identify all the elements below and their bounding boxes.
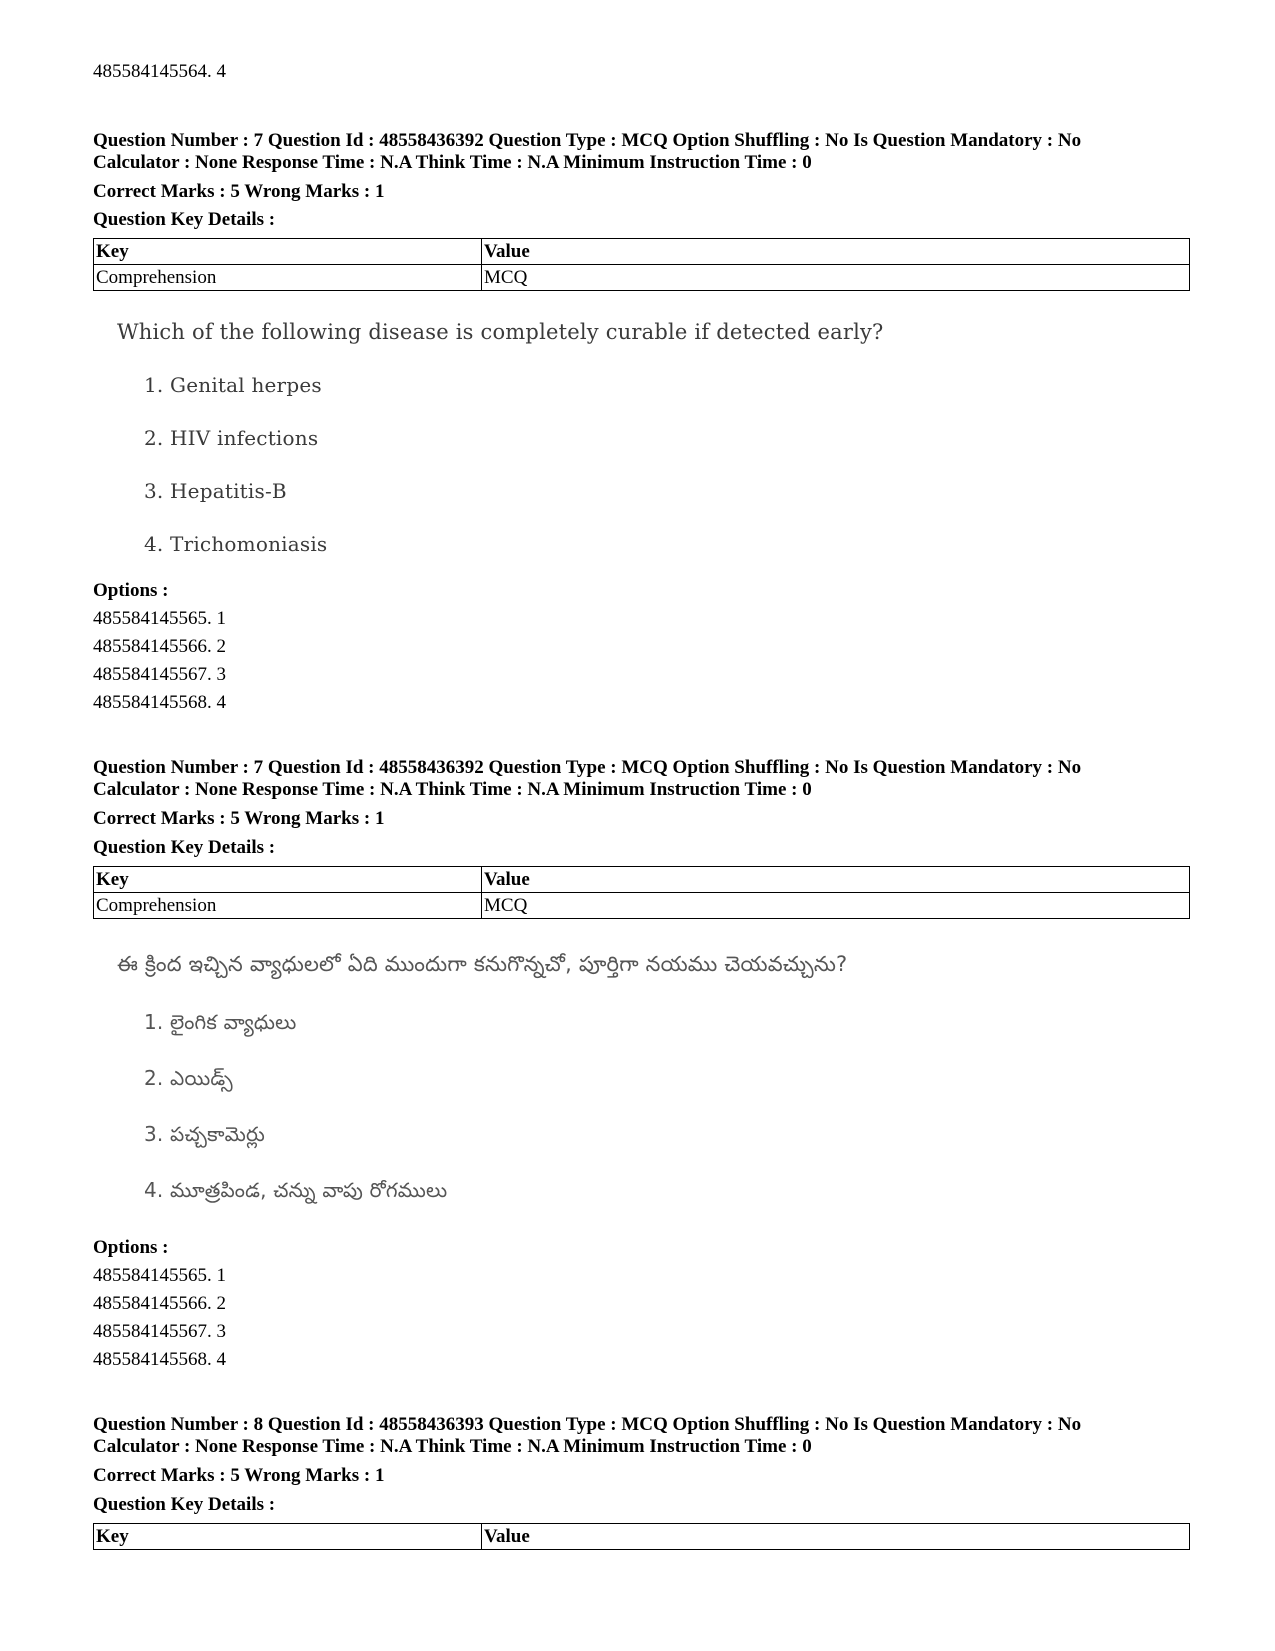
choice-item: 2. ఎయిడ్స్	[144, 1066, 233, 1090]
key-details-table	[93, 866, 1190, 919]
options-label: Options :	[93, 1237, 169, 1258]
options-label: Options :	[93, 580, 169, 601]
key-details-label: Question Key Details :	[93, 837, 276, 858]
option-line: 485584145566. 2	[93, 1293, 226, 1314]
marks-line: Correct Marks : 5 Wrong Marks : 1	[93, 808, 385, 829]
table-header-row	[94, 867, 1190, 893]
choice-item: 2. HIV infections	[144, 426, 319, 450]
key-header: Key	[94, 867, 482, 893]
table-header-row	[94, 1524, 1190, 1550]
question-header-line2: Calculator : None Response Time : N.A Think Time : N.A Minimum Instruction Time : 0	[93, 152, 812, 173]
key-details-label: Question Key Details :	[93, 1494, 276, 1515]
value-header: Value	[482, 867, 1190, 893]
table-row	[94, 893, 1190, 919]
option-line: 485584145566. 2	[93, 636, 226, 657]
key-details-table	[93, 1523, 1190, 1550]
choice-item: 4. మూత్రపిండ, చన్ను వాపు రోగములు	[144, 1178, 448, 1202]
previous-option-line: 485584145564. 4	[93, 61, 226, 82]
question-header-line1: Question Number : 7 Question Id : 48558436392 Question Type : MCQ Option Shuffling : No Is Question Mandatory : No	[93, 757, 1082, 778]
key-cell: Comprehension	[94, 893, 482, 919]
marks-line: Correct Marks : 5 Wrong Marks : 1	[93, 181, 385, 202]
choice-item: 4. Trichomoniasis	[144, 532, 328, 556]
key-header: Key	[94, 1524, 482, 1550]
question-header-line2: Calculator : None Response Time : N.A Think Time : N.A Minimum Instruction Time : 0	[93, 779, 812, 800]
option-line: 485584145565. 1	[93, 1265, 226, 1286]
choice-item: 1. లైంగిక వ్యాధులు	[144, 1010, 297, 1034]
key-cell: Comprehension	[94, 265, 482, 291]
choice-item: 1. Genital herpes	[144, 373, 322, 397]
question-header-line2: Calculator : None Response Time : N.A Think Time : N.A Minimum Instruction Time : 0	[93, 1436, 812, 1457]
key-details-label: Question Key Details :	[93, 209, 276, 230]
value-cell: MCQ	[482, 893, 1190, 919]
table-row	[94, 265, 1190, 291]
question-text: Which of the following disease is completely curable if detected early?	[117, 320, 884, 344]
option-line: 485584145568. 4	[93, 692, 226, 713]
option-line: 485584145568. 4	[93, 1349, 226, 1370]
key-details-table	[93, 238, 1190, 291]
table-header-row	[94, 239, 1190, 265]
key-header: Key	[94, 239, 482, 265]
value-header: Value	[482, 1524, 1190, 1550]
choice-item: 3. పచ్చకామెర్లు	[144, 1122, 265, 1146]
value-cell: MCQ	[482, 265, 1190, 291]
question-header-line1: Question Number : 8 Question Id : 48558436393 Question Type : MCQ Option Shuffling : No Is Question Mandatory : No	[93, 1414, 1082, 1435]
option-line: 485584145567. 3	[93, 1321, 226, 1342]
question-header-line1: Question Number : 7 Question Id : 48558436392 Question Type : MCQ Option Shuffling : No Is Question Mandatory : No	[93, 130, 1082, 151]
option-line: 485584145565. 1	[93, 608, 226, 629]
marks-line: Correct Marks : 5 Wrong Marks : 1	[93, 1465, 385, 1486]
value-header: Value	[482, 239, 1190, 265]
question-text-telugu: ఈ క్రింద ఇచ్చిన వ్యాధులలో ఏది ముందుగా కనుగొన్నచో, పూర్తిగా నయము చెయవచ్చును?	[117, 952, 848, 976]
option-line: 485584145567. 3	[93, 664, 226, 685]
choice-item: 3. Hepatitis-B	[144, 479, 287, 503]
